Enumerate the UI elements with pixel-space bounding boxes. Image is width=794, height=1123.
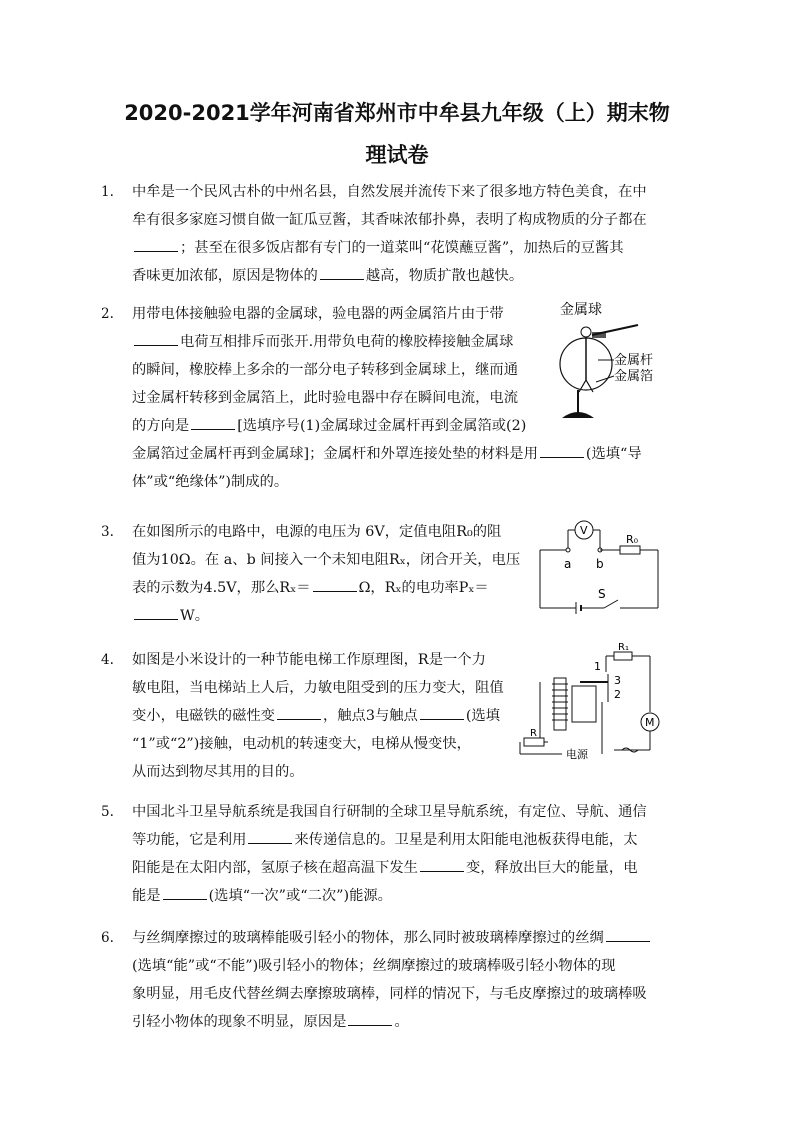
question-text: 变，释放出巨大的能量，电 <box>465 860 638 876</box>
question-number: 5. <box>101 804 114 820</box>
question-text: Ω，Rₓ的电功率Pₓ＝ <box>358 580 489 596</box>
question-text: (选填“能”或“不能”)吸引轻小的物体；丝绸摩擦过的玻璃棒吸引轻小物体的现 <box>132 958 616 974</box>
question-number: 6. <box>101 930 114 946</box>
question-6 <box>101 924 667 1036</box>
question-text: 等功能，它是利用 <box>132 832 247 848</box>
charged-rod <box>592 325 638 335</box>
question-line <box>132 854 667 882</box>
answer-blank[interactable] <box>420 857 464 872</box>
question-line <box>132 206 667 234</box>
electromagnet-core <box>554 678 566 730</box>
question-text: “1”或“2”)接触，电动机的转速变大，电梯从慢变快， <box>132 736 471 752</box>
label-b: b <box>596 557 604 571</box>
answer-blank[interactable] <box>320 265 364 280</box>
elevator-circuit-figure <box>518 642 664 762</box>
label-metal-rod: 金属杆 <box>614 353 654 368</box>
question-text: 。 <box>394 1014 409 1030</box>
question-text: 从而达到物尽其用的目的。 <box>132 764 304 780</box>
label-motor: M <box>645 716 655 729</box>
question-text: 如图是小米设计的一种节能电梯工作原理图，R是一个力 <box>132 652 486 668</box>
question-text: 表的示数为4.5V，那么Rₓ＝ <box>132 580 311 596</box>
question-text: 来传递信息的。卫星是利用太阳能电池板获得电能，太 <box>294 832 638 848</box>
question-text: 电荷互相排斥而张开.用带负电荷的橡胶棒接触金属球 <box>180 334 514 350</box>
question-line <box>132 440 667 468</box>
question-5 <box>101 798 667 910</box>
question-number: 1. <box>101 184 114 200</box>
question-text: (选填“一次”或“二次”)能源。 <box>208 888 392 904</box>
question-text: (选填 <box>465 708 501 724</box>
question-line <box>132 1008 667 1036</box>
question-line <box>132 952 667 980</box>
question-number: 3. <box>101 524 114 540</box>
answer-blank[interactable] <box>163 885 207 900</box>
contact-1: 1 <box>594 660 601 673</box>
answer-blank[interactable] <box>313 577 357 592</box>
question-line <box>132 234 667 262</box>
question-text: 变小，电磁铁的磁性变 <box>132 708 275 724</box>
answer-blank[interactable] <box>248 829 292 844</box>
contact-3: 3 <box>614 674 621 687</box>
question-text: 与丝绸摩擦过的玻璃棒能吸引轻小的物体，那么同时被玻璃棒摩擦过的丝绸 <box>132 930 604 946</box>
question-text: 的瞬间，橡胶棒上多余的一部分电子转移到金属球上，继而通 <box>132 362 519 378</box>
switch-s <box>604 600 618 608</box>
resistor-r0 <box>620 546 640 554</box>
question-1 <box>101 178 667 290</box>
question-text: (选填“导 <box>585 446 642 462</box>
metal-ball <box>581 327 591 337</box>
electroscope-figure <box>540 298 660 428</box>
question-line <box>132 758 667 786</box>
question-text: 象明显，用毛皮代替丝绸去摩擦玻璃棒，同样的情况下，与毛皮摩擦过的玻璃棒吸 <box>132 986 647 1002</box>
question-text: 牟有很多家庭习惯自做一缸瓜豆酱，其香味浓郁扑鼻，表明了构成物质的分子都在 <box>132 212 647 228</box>
label-metal-foil: 金属箔 <box>614 369 654 384</box>
label-metal-ball: 金属球 <box>560 302 602 318</box>
question-text: 体”或“绝缘体”)制成的。 <box>132 474 289 490</box>
question-line <box>132 262 667 290</box>
title-line-2: 理试卷 <box>365 143 429 167</box>
answer-blank[interactable] <box>540 443 584 458</box>
terminal-a <box>566 548 570 552</box>
label-r1: R₁ <box>618 642 629 653</box>
page-title <box>100 92 694 176</box>
question-line <box>132 980 667 1008</box>
answer-blank[interactable] <box>348 1011 392 1026</box>
answer-blank[interactable] <box>606 927 650 942</box>
question-text: 能是 <box>132 888 161 904</box>
contact-2: 2 <box>614 688 621 701</box>
question-line <box>132 468 667 496</box>
coil-frame <box>572 686 596 722</box>
answer-blank[interactable] <box>134 237 178 252</box>
question-text: W。 <box>180 608 209 624</box>
question-text: 越高，物质扩散也越快。 <box>365 268 524 284</box>
question-line <box>132 882 667 910</box>
stand-base <box>562 412 594 418</box>
question-line <box>132 798 667 826</box>
question-number: 2. <box>101 306 114 322</box>
label-r: R <box>530 728 537 739</box>
label-r0: R₀ <box>626 533 639 546</box>
question-text: 在如图所示的电路中，电源的电压为 6V，定值电阻R₀的阻 <box>132 524 502 540</box>
force-resistor-r <box>524 738 544 746</box>
question-text: 中国北斗卫星导航系统是我国自行研制的全球卫星导航系统，有定位、导航、通信 <box>132 804 647 820</box>
question-text: ；甚至在很多饭店都有专门的一道菜叫“花馍蘸豆酱”，加热后的豆酱其 <box>180 240 624 256</box>
question-line <box>132 178 667 206</box>
question-text: 金属箔过金属杆再到金属球]；金属杆和外罩连接处垫的材料是用 <box>132 446 538 462</box>
answer-blank[interactable] <box>420 705 464 720</box>
answer-blank[interactable] <box>191 415 235 430</box>
circuit-figure <box>538 516 662 614</box>
voltmeter-label: V <box>580 524 588 537</box>
resistor-r1 <box>614 652 632 660</box>
question-text: 过金属杆转移到金属箔上，此时验电器中存在瞬间电流，电流 <box>132 390 519 406</box>
question-text: ，触点3与触点 <box>322 708 418 724</box>
title-line-1: 2020-2021学年河南省郑州市中牟县九年级（上）期末物 <box>124 101 670 125</box>
question-line <box>132 826 667 854</box>
question-text: [选填序号(1)金属球过金属杆再到金属箔或(2) <box>237 418 527 434</box>
question-text: 的方向是 <box>132 418 190 434</box>
question-text: 中牟是一个民风古朴的中州名县，自然发展并流传下来了很多地方特色美食，在中 <box>132 184 647 200</box>
question-text: 用带电体接触验电器的金属球，验电器的两金属箔片由于带 <box>132 306 504 322</box>
answer-blank[interactable] <box>134 331 178 346</box>
label-a: a <box>564 557 572 571</box>
question-text: 阳能是在太阳内部，氢原子核在超高温下发生 <box>132 860 418 876</box>
question-line <box>132 924 667 952</box>
question-text: 值为10Ω。在 a、b 间接入一个未知电阻Rₓ，闭合开关，电压 <box>132 552 521 568</box>
question-text: 敏电阻，当电梯站上人后，力敏电阻受到的压力变大，阻值 <box>132 680 504 696</box>
answer-blank[interactable] <box>277 705 321 720</box>
question-text: 引轻小物体的现象不明显，原因是 <box>132 1014 347 1030</box>
question-number: 4. <box>101 652 114 668</box>
answer-blank[interactable] <box>134 605 178 620</box>
question-text: 香味更加浓郁，原因是物体的 <box>132 268 318 284</box>
label-s: S <box>598 587 606 601</box>
label-power-source: 电源 <box>566 748 588 761</box>
